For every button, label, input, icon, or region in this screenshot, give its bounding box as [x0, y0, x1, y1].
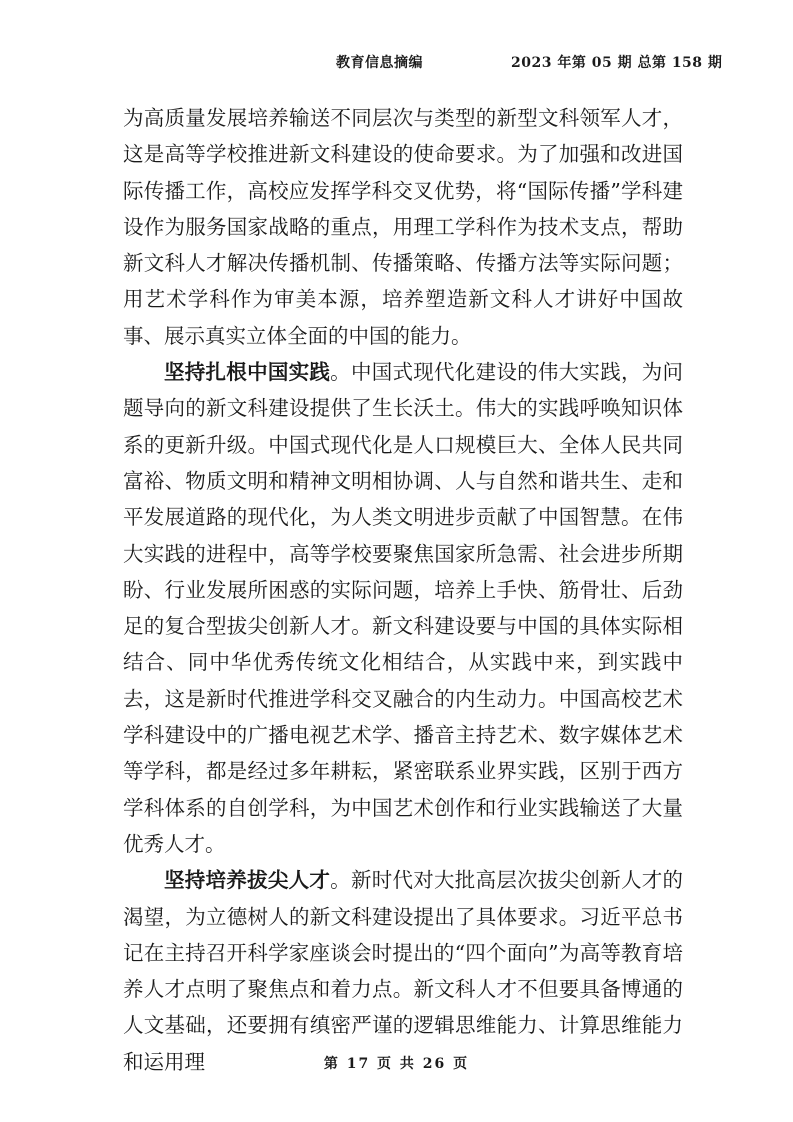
paragraph-text: 为高质量发展培养输送不同层次与类型的新型文科领军人才，这是高等学校推进新文科建设的使命要求。为了加强和改进国际传播工作，高校应发挥学科交叉优势，将“国际传播”学科建设作为服务国家战略的重点，用理工学科作为技术支点，帮助新文科人才解决传播机制、传播策略、传播方法等实际问题；用艺术学科作为审美本源，培养塑造新文科人才讲好中国故事、展示真实立体全面的中国的能力。	[123, 106, 683, 348]
paragraph-2	[123, 354, 683, 862]
paragraph-heading: 坚持扎根中国实践	[164, 360, 331, 385]
publication-title: 教育信息摘编	[336, 55, 423, 71]
paragraph-text: 。新时代对大批高层次拔尖创新人才的渴望，为立德树人的新文科建设提出了具体要求。习近平总书记在主持召开科学家座谈会时提出的“四个面向”为高等教育培养人才点明了聚焦点和着力点。新文科人才不但要具备博通的人文基础，还要拥有缜密严谨的逻辑思维能力、计算思维能力和运用理	[123, 868, 684, 1074]
paragraph-1	[123, 100, 683, 354]
page-number: 第 17 页 共 26 页	[323, 1056, 470, 1072]
page-header	[0, 52, 793, 76]
issue-number: 2023 年第 05 期 总第 158 期	[511, 55, 723, 71]
page-footer	[0, 1053, 793, 1073]
paragraph-text: 。中国式现代化建设的伟大实践，为问题导向的新文科建设提供了生长沃土。伟大的实践呼唤知识体系的更新升级。中国式现代化是人口规模巨大、全体人民共同富裕、物质文明和精神文明相协调、人与自然和谐共生、走和平发展道路的现代化，为人类文明进步贡献了中国智慧。在伟大实践的进程中，高等学校要聚焦国家所急需、社会进步所期盼、行业发展所困惑的实际问题，培养上手快、筋骨壮、后劲足的复合型拔尖创新人才。新文科建设要与中国的具体实际相结合、同中华优秀传统文化相结合，从实践中来，到实践中去，这是新时代推进学科交叉融合的内生动力。中国高校艺术学科建设中的广播电视艺术学、播音主持艺术、数字媒体艺术等学科，都是经过多年耕耘，紧密联系业界实践，区别于西方学科体系的自创学科，为中国艺术创作和行业实践输送了大量优秀人才。	[123, 360, 684, 856]
article-body	[123, 100, 683, 1080]
paragraph-3	[123, 862, 683, 1080]
paragraph-heading: 坚持培养拔尖人才	[164, 868, 331, 893]
